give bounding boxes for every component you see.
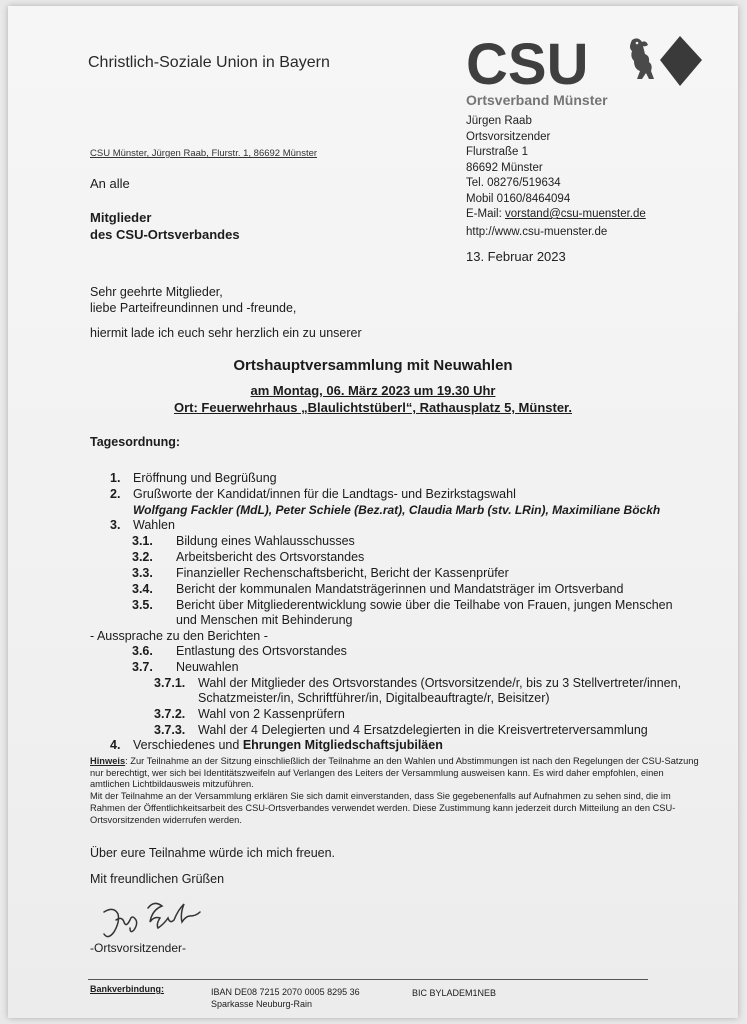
agenda-item-3-7-1a: Wahl der Mitglieder des Ortsvorstandes (Ortsvorsitzende/r, bis zu 3 Stellvertreter/innen, — [198, 676, 682, 690]
agenda-num-3-4: 3.4. — [132, 582, 153, 596]
return-address: CSU Münster, Jürgen Raab, Flurstr. 1, 86692 Münster — [90, 148, 318, 159]
agenda-item-3: Wahlen — [133, 518, 175, 532]
agenda-item-2: Grußworte der Kandidat/innen für die Landtags- und Bezirkstagswahl — [133, 487, 516, 501]
agenda-num-3-7: 3.7. — [132, 660, 153, 674]
bank-name: Sparkasse Neuburg-Rain — [211, 999, 313, 1009]
contact-city: 86692 Münster — [466, 161, 543, 174]
contact-web[interactable]: http://www.csu-muenster.de — [466, 225, 608, 238]
agenda-item-3-4: Bericht der kommunalen Mandatsträgerinnen und Mandatsträger im Ortsverband — [176, 582, 624, 596]
agenda-num-2: 2. — [110, 487, 121, 501]
invite-text: hiermit lade ich euch sehr herzlich ein zu unserer — [90, 326, 362, 340]
event-title: Ortshauptversammlung mit Neuwahlen — [233, 357, 513, 374]
salutation-line1: Sehr geehrte Mitglieder, — [90, 285, 223, 299]
agenda-num-3-7-2: 3.7.2. — [154, 707, 186, 721]
contact-street: Flurstraße 1 — [466, 146, 528, 158]
agenda-item-4 — [133, 738, 443, 752]
event-where: Ort: Feuerwehrhaus „Blaulichtstüberl“, Rathausplatz 5, Münster. — [173, 400, 573, 415]
agenda-item-3-1: Bildung eines Wahlausschusses — [176, 534, 355, 548]
salutation — [90, 284, 296, 316]
diamond-icon — [660, 36, 702, 86]
hint-text-2: Mit der Teilnahme an der Versammlung erklären Sie sich damit einverstanden, dass Sie gegebenenfalls auf Aufnahmen zu sehen sind, die im Rahmen der Öffentlichkeitsarbeit des CSU-Ortsverbandes verwendet werden. Diese Zustimmung kann jederzeit durch Mitteilung an den CSU-Ortsvorsitzenden widerrufen werden. — [90, 791, 676, 825]
agenda-item-3-7-3: Wahl der 4 Delegierten und 4 Ersatzdelegierten in die Kreisvertreterversammlung — [198, 723, 648, 737]
agenda-item-4-plain: Verschiedenes und — [133, 738, 243, 752]
contact-role: Ortsvorsitzender — [466, 130, 551, 143]
contact-mobil: Mobil 0160/8464094 — [466, 192, 571, 205]
event-when: am Montag, 06. März 2023 um 19.30 Uhr — [250, 383, 496, 398]
agenda-num-3: 3. — [110, 518, 121, 532]
contact-tel: Tel. 08276/519634 — [466, 177, 561, 189]
recipient-block — [90, 209, 240, 243]
signer-role: -Ortsvorsitzender- — [90, 941, 187, 955]
agenda-num-3-5: 3.5. — [132, 598, 153, 612]
an-alle-label: An alle — [90, 176, 130, 191]
agenda-num-3-3: 3.3. — [132, 566, 153, 580]
agenda-item-1: Eröffnung und Begrüßung — [133, 471, 277, 485]
closing-regards: Mit freundlichen Grüßen — [90, 872, 225, 886]
hint-block — [90, 756, 700, 826]
agenda-item-3-3: Finanzieller Rechenschaftsbericht, Bericht der Kassenprüfer — [176, 566, 509, 580]
agenda-item-3-5b: und Menschen mit Behinderung — [176, 613, 353, 627]
agenda-item-3-5a: Bericht über Mitgliederentwicklung sowie über die Teilhabe von Frauen, jungen Menschen — [176, 598, 673, 612]
agenda-item-2-names: Wolfgang Fackler (MdL), Peter Schiele (Bez.rat), Claudia Marb (stv. LRin), Maximiliane Böckh — [133, 503, 661, 517]
agenda-num-3-1: 3.1. — [132, 534, 153, 548]
agenda-num-3-7-1: 3.7.1. — [154, 676, 186, 690]
agenda-item-4-bold: Ehrungen Mitgliedschaftsjubiläen — [242, 738, 443, 752]
footer-divider — [88, 979, 648, 980]
ortsverband-label: Ortsverband Münster — [466, 92, 608, 108]
agenda-num-3-2: 3.2. — [132, 550, 153, 564]
csu-logo — [466, 30, 706, 92]
hint-para-1 — [90, 756, 700, 791]
agenda-heading: Tagesordnung: — [90, 435, 181, 449]
hint-label: Hinweis — [90, 756, 126, 766]
logo-text: CSU — [466, 32, 589, 92]
letter-page — [8, 6, 738, 1018]
contact-name: Jürgen Raab — [466, 115, 532, 127]
agenda-num-3-6: 3.6. — [132, 644, 153, 658]
email-link[interactable]: vorstand@csu-muenster.de — [504, 208, 646, 220]
agenda-num-4: 4. — [110, 738, 121, 752]
recipient-line2: des CSU-Ortsverbandes — [90, 227, 240, 242]
agenda-num-1: 1. — [110, 471, 121, 485]
contact-block — [466, 114, 646, 240]
recipient-line1: Mitglieder — [90, 210, 152, 225]
iban: IBAN DE08 7215 2070 0005 8295 36 — [211, 987, 360, 997]
signature-image — [96, 898, 246, 940]
agenda-item-3-7-1b: Schatzmeister/in, Schriftführer/in, Digitalbeauftragte/r, Beisitzer) — [198, 691, 550, 705]
bank-label: Bankverbindung: — [90, 984, 165, 994]
party-name: Christlich-Soziale Union in Bayern — [88, 54, 330, 71]
bic: BIC BYLADEM1NEB — [412, 988, 497, 998]
agenda-num-3-7-3: 3.7.3. — [154, 723, 186, 737]
bank-details — [211, 986, 360, 1010]
lion-icon — [630, 38, 654, 79]
salutation-line2: liebe Parteifreundinnen und -freunde, — [90, 301, 297, 315]
closing-thanks: Über eure Teilnahme würde ich mich freuen. — [90, 846, 336, 860]
letter-date: 13. Februar 2023 — [466, 249, 566, 264]
hint-text-1: : Zur Teilnahme an der Sitzung einschließlich der Teilnahme an den Wahlen und Abstimmungen ist nach den Regelungen der CSU-Satzung nur berechtigt, wer sich bei Identitätszweifeln auf Verlangen des Leiters der Versammlung ausweisen kann. Es wird daher empfohlen, einen amtlichen Lichtbildausweis mitzuführen. — [90, 756, 699, 790]
contact-email-row — [466, 207, 646, 223]
agenda-item-3-7-2: Wahl von 2 Kassenprüfern — [198, 707, 345, 721]
aussprache-note: - Aussprache zu den Berichten - — [90, 629, 268, 643]
email-label: E-Mail: — [466, 208, 505, 220]
agenda-item-3-2: Arbeitsbericht des Ortsvorstandes — [176, 550, 365, 564]
agenda-item-3-7: Neuwahlen — [176, 660, 239, 674]
agenda-item-3-6: Entlastung des Ortsvorstandes — [176, 644, 347, 658]
